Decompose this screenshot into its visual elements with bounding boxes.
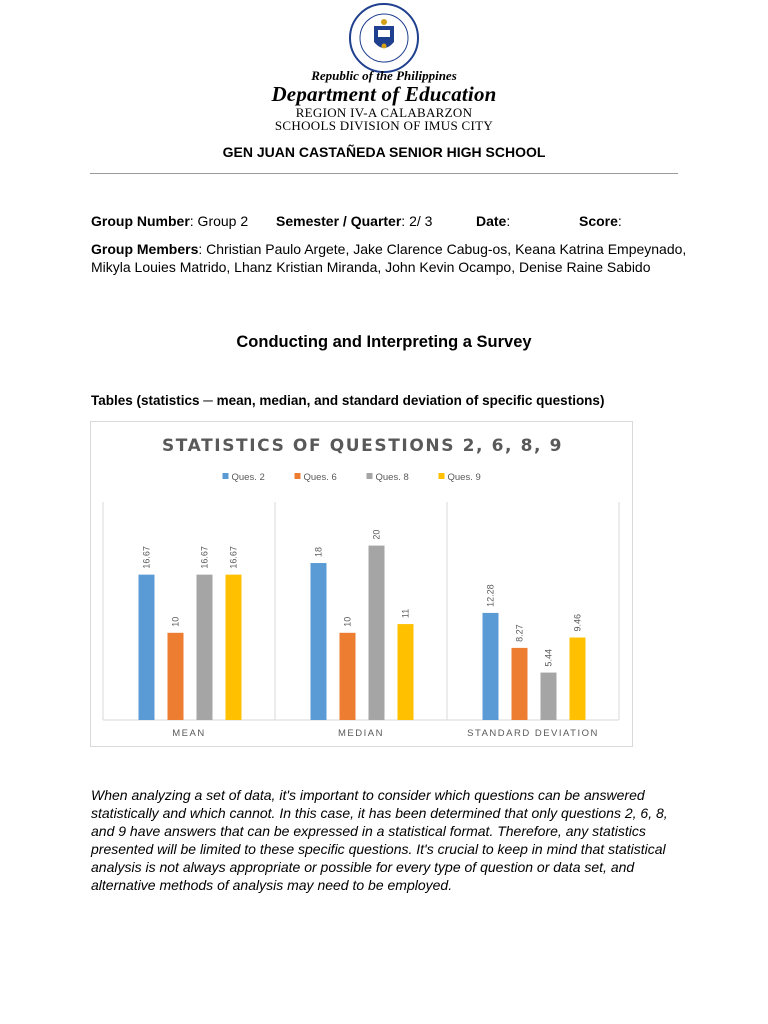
- document-title: Conducting and Interpreting a Survey: [236, 333, 532, 351]
- semester-quarter: Semester / Quarter: 2/ 3: [276, 213, 433, 229]
- bar-3-3: [541, 673, 557, 720]
- bar-4-3: [570, 638, 586, 720]
- data-label-2-3: 8.27: [514, 624, 525, 642]
- category-label-3: STANDARD DEVIATION: [467, 728, 599, 739]
- data-label-3-1: 16.67: [199, 546, 210, 569]
- category-label-2: MEDIAN: [338, 728, 384, 739]
- legend-swatch-2: [295, 473, 301, 479]
- data-label-2-1: 10: [170, 616, 181, 627]
- bar-2-3: [512, 648, 528, 720]
- header-divider: [90, 173, 678, 174]
- region-heading: REGION IV-A CALABARZON: [295, 105, 473, 120]
- tables-heading: Tables (statistics ─ mean, median, and standard deviation of specific questions): [91, 393, 605, 408]
- division-heading: SCHOOLS DIVISION OF IMUS CITY: [274, 118, 494, 133]
- legend-label-3: Ques. 8: [375, 472, 409, 483]
- data-label-4-3: 9.46: [572, 613, 583, 632]
- data-label-2-2: 10: [342, 616, 353, 627]
- deped-seal-logo: [348, 2, 420, 74]
- legend-swatch-3: [367, 473, 373, 479]
- bar-1-1: [139, 575, 155, 720]
- data-label-4-2: 11: [400, 608, 411, 619]
- analysis-paragraph: When analyzing a set of data, it's important to consider which questions can be answered statistically and which cannot. In this case, it has been determined that only questions 2, 6, 8, and 9 have answers that can be expressed in a statistical format. Therefore, any statistics presented will be limited to these specific questions. It's crucial to keep in mind that statistical analysis is not always appropriate or possible for every type of question or data set, and alternative methods of analysis may need to be employed.: [91, 787, 668, 893]
- bar-4-2: [398, 624, 414, 720]
- legend-swatch-1: [223, 473, 229, 479]
- chart-title: STATISTICS OF QUESTIONS 2, 6, 8, 9: [161, 436, 564, 456]
- data-label-3-3: 5.44: [543, 649, 554, 667]
- category-label-1: MEAN: [172, 728, 206, 739]
- data-label-4-1: 16.67: [228, 546, 239, 569]
- legend-label-2: Ques. 6: [303, 472, 337, 483]
- chart-canvas: [91, 422, 634, 748]
- legend-swatch-4: [439, 473, 445, 479]
- score-field: Score:: [579, 213, 622, 229]
- department-heading: Department of Education: [271, 82, 497, 106]
- statistics-chart: [90, 421, 633, 747]
- group-number: Group Number: Group 2: [91, 213, 249, 229]
- bar-2-1: [168, 633, 184, 720]
- bar-3-1: [197, 575, 213, 720]
- bar-4-1: [226, 575, 242, 720]
- legend-label-4: Ques. 9: [447, 472, 481, 483]
- data-label-1-3: 12.28: [485, 584, 496, 607]
- data-label-1-1: 16.67: [141, 546, 152, 569]
- group-members: Group Members: Christian Paulo Argete, Jake Clarence Cabug-os, Keana Katrina Empeynado, Mikyla Louies Matrido, Lhanz Kristian Miranda, John Kevin Ocampo, Denise Raine Sabido: [91, 241, 687, 275]
- data-label-1-2: 18: [313, 547, 324, 558]
- school-name: GEN JUAN CASTAÑEDA SENIOR HIGH SCHOOL: [222, 144, 546, 160]
- bar-3-2: [369, 546, 385, 720]
- bar-1-3: [483, 613, 499, 720]
- republic-heading: Republic of the Philippines: [311, 68, 457, 83]
- data-label-3-2: 20: [371, 529, 382, 540]
- legend-label-1: Ques. 2: [231, 472, 265, 483]
- date-field: Date:: [476, 213, 511, 229]
- bar-1-2: [311, 563, 327, 720]
- bar-2-2: [340, 633, 356, 720]
